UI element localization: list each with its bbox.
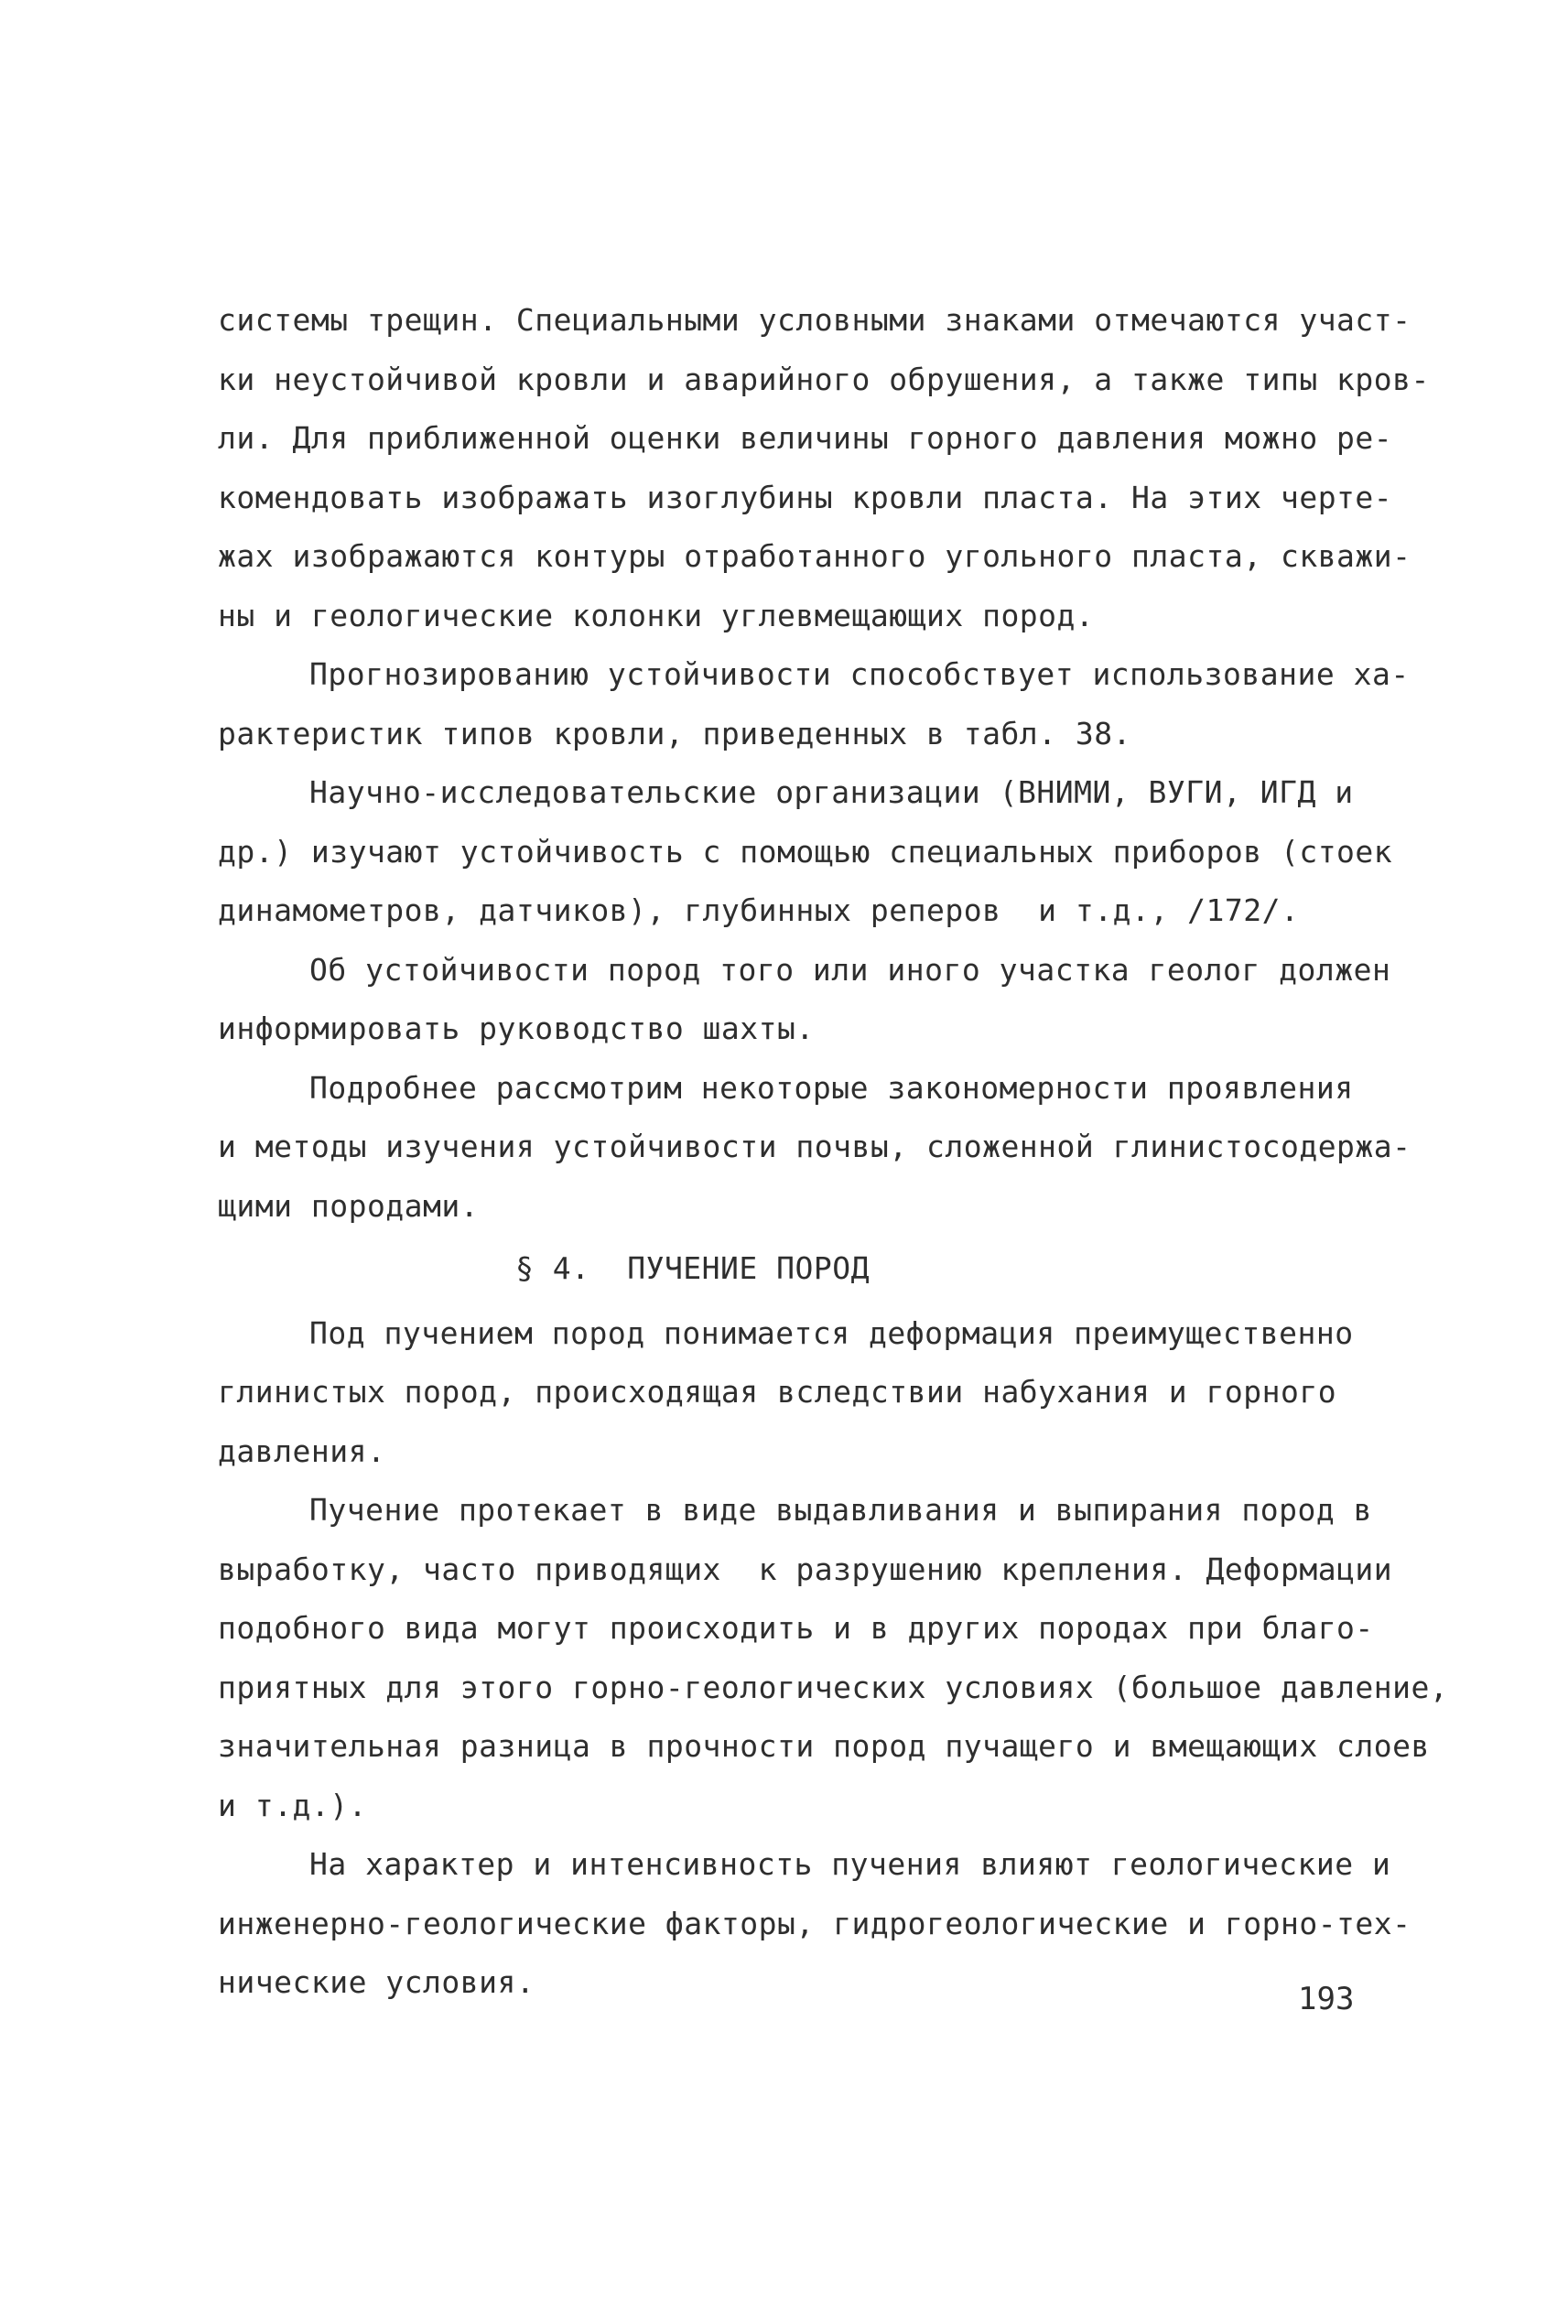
p8-line-1: На характер и интенсивность пучения влияют геологические и xyxy=(309,1846,1391,1882)
p2-line-1: Прогнозированию устойчивости способствует использование ха- xyxy=(309,656,1410,692)
p4-line-2: информировать руководство шахты. xyxy=(218,1011,815,1046)
p5-line-3: щими породами. xyxy=(218,1187,480,1224)
p5-line-2: и методы изучения устойчивости почвы, сложенной глинистосодержа- xyxy=(218,1129,1411,1164)
p6-line-1: Под пучением пород понимается деформация преимущественно xyxy=(309,1314,1354,1351)
body-text xyxy=(218,291,1449,2013)
section-heading: § 4. ПУЧЕНИЕ ПОРОД xyxy=(515,1250,870,1286)
p8-line-3: нические условия. xyxy=(218,1964,535,2000)
p6-line-2: глинистых пород, происходящая вследствии набухания и горного xyxy=(218,1374,1337,1410)
p3-line-1: Научно-исследовательские организации (ВНИМИ, ВУГИ, ИГД и xyxy=(309,774,1354,810)
p7-line-3: подобного вида могут происходить и в других породах при благо- xyxy=(218,1610,1374,1646)
page-number: 193 xyxy=(1298,1981,1355,2017)
p1-line-3: ли. Для приближенной оценки величины горного давления можно ре- xyxy=(218,420,1393,456)
p3-line-3: динамометров, датчиков), глубинных реперов и т.д., /172/. xyxy=(218,892,1300,928)
p1-line-6: ны и геологические колонки углевмещающих пород. xyxy=(218,597,1095,633)
p1-line-4: комендовать изображать изоглубины кровли пласта. На этих черте- xyxy=(218,479,1393,515)
p1-line-1: системы трещин. Специальными условными знаками отмечаются участ- xyxy=(218,302,1411,338)
p6-line-3: давления. xyxy=(218,1432,386,1469)
p7-line-1: Пучение протекает в виде выдавливания и выпирания пород в xyxy=(309,1492,1372,1528)
p7-line-2: выработку, часто приводящих к разрушению крепления. Деформации xyxy=(218,1551,1393,1587)
p3-line-2: др.) изучают устойчивость с помощью специальных приборов (стоек xyxy=(218,833,1393,870)
p8-line-2: инженерно-геологические факторы, гидрогеологические и горно-тех- xyxy=(218,1905,1411,1941)
p1-line-2: ки неустойчивой кровли и аварийного обрушения, а также типы кров- xyxy=(218,361,1430,397)
p1-line-5: жах изображаются контуры отработанного угольного пласта, скважи- xyxy=(218,538,1411,574)
p7-line-4: приятных для этого горно-геологических условиях (большое давление, xyxy=(218,1669,1449,1705)
p4-line-1: Об устойчивости пород того или иного участка геолог должен xyxy=(309,951,1391,988)
p7-line-5: значительная разница в прочности пород пучащего и вмещающих слоев xyxy=(218,1728,1430,1764)
p5-line-1: Подробнее рассмотрим некоторые закономерности проявления xyxy=(309,1069,1354,1106)
p7-line-6: и т.д.). xyxy=(218,1787,367,1823)
p2-line-2: рактеристик типов кровли, приведенных в табл. 38. xyxy=(218,715,1132,751)
